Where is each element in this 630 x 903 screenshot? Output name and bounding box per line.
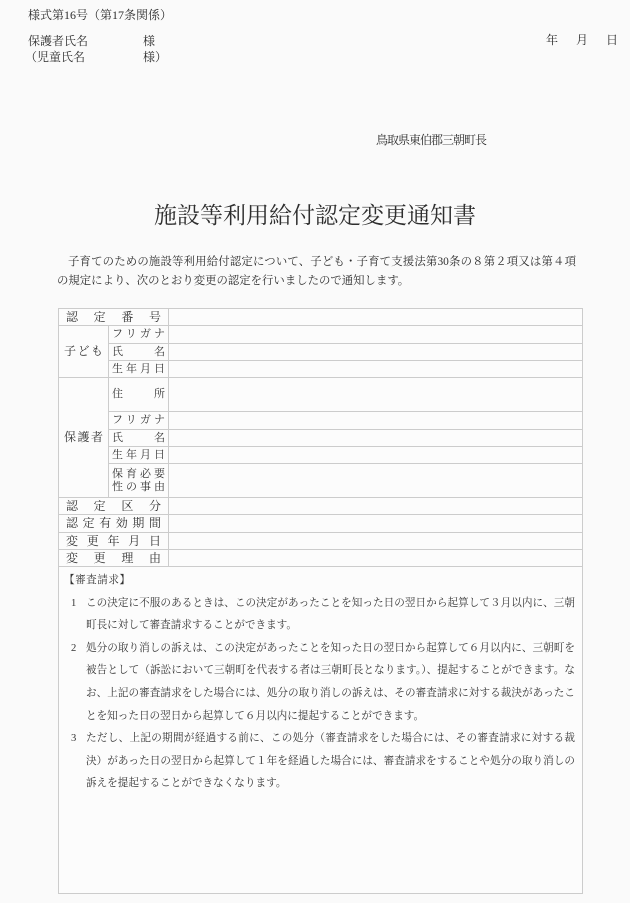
guardian-group-label: 保護者: [59, 378, 109, 498]
review-request-item-3: [64, 728, 575, 796]
table-row: [59, 550, 583, 567]
review-request-box: [59, 567, 583, 894]
child-name-value: [169, 344, 583, 361]
table-row: [59, 378, 583, 412]
guardian-name-field-label: 氏名: [109, 430, 169, 447]
change-date-label: 変更年月日: [59, 533, 169, 550]
change-reason-value: [169, 550, 583, 567]
address-value: [169, 378, 583, 412]
guardian-name-line: [25, 33, 167, 49]
guardian-furigana-value: [169, 412, 583, 430]
table-row: [59, 447, 583, 464]
item-text: この決定に不服のあるときは、この決定があったことを知った日の翌日から起算して３月以内に、三朝町長に対して審査請求することができます。: [86, 597, 576, 632]
item-text: ただし、上記の期間が経過する前に、この処分（審査請求をした場合には、その審査請求に対する裁決）があった日の翌日から起算して１年を経過した場合には、審査請求をすることや処分の取り消しの訴えを提起することができなくなります。: [86, 733, 576, 790]
issuer-name: 鳥取県東伯郡三朝町長: [376, 133, 487, 147]
table-row: [59, 515, 583, 533]
table-row: [59, 412, 583, 430]
table-row: [59, 344, 583, 361]
child-birthdate-value: [169, 361, 583, 378]
guardian-honorific: 様: [143, 34, 156, 48]
child-birthdate-label: 生年月日: [109, 361, 169, 378]
item-number: 3: [71, 733, 77, 745]
table-row: [59, 326, 583, 344]
review-request-item-1: [64, 593, 575, 638]
review-request-row: [59, 567, 583, 894]
table-row: [59, 361, 583, 378]
child-group-label: 子ども: [59, 326, 109, 378]
certification-table: [58, 308, 583, 894]
table-row: [59, 498, 583, 515]
table-row: [59, 464, 583, 498]
table-row: [59, 309, 583, 326]
child-name-line: [25, 49, 167, 65]
guardian-birthdate-label: 生年月日: [109, 447, 169, 464]
intro-paragraph: 子育てのための施設等利用給付認定について、子ども・子育て支援法第30条の８第２項又は第４項の規定により、次のとおり変更の認定を行いましたので通知します。: [57, 256, 576, 287]
item-number: 2: [71, 642, 77, 654]
change-date-value: [169, 533, 583, 550]
item-number: 1: [71, 597, 77, 609]
certification-category-value: [169, 498, 583, 515]
change-reason-label: 変更理由: [59, 550, 169, 567]
guardian-name-value: [169, 430, 583, 447]
care-necessity-value: [169, 464, 583, 498]
date-line: 年 月 日: [545, 33, 621, 47]
review-request-item-2: [64, 638, 575, 728]
addressee-block: [25, 33, 167, 65]
valid-period-label: 認定有効期間: [59, 515, 169, 533]
certification-number-label: 認定番号: [59, 309, 169, 326]
child-furigana-value: [169, 326, 583, 344]
certification-category-label: 認定区分: [59, 498, 169, 515]
table-row: [59, 533, 583, 550]
item-text: 処分の取り消しの訴えは、この決定があったことを知った日の翌日から起算して６月以内に、三朝町を被告として（訴訟において三朝町を代表する者は三朝町長となります。）、提起することができます。なお、上記の審査請求をした場合には、処分の取り消しの訴えは、その審査請求に対する裁決があったことを知った日の翌日から起算して６月以内に提起することができます。: [86, 642, 576, 722]
child-name-label: （児童氏名: [25, 50, 86, 64]
certification-number-value: [169, 309, 583, 326]
document-title: 施設等利用給付認定変更通知書: [154, 203, 476, 228]
table-row: [59, 430, 583, 447]
guardian-name-label: 保護者氏名: [28, 34, 89, 48]
review-request-heading: 【審査請求】: [64, 575, 131, 586]
guardian-furigana-label: フリガナ: [109, 412, 169, 430]
child-name-field-label: 氏名: [109, 344, 169, 361]
address-label: 住所: [109, 378, 169, 412]
valid-period-value: [169, 515, 583, 533]
form-number: 様式第16号（第17条関係）: [28, 8, 173, 22]
guardian-birthdate-value: [169, 447, 583, 464]
child-furigana-label: フリガナ: [109, 326, 169, 344]
care-necessity-label: 保育必要性の事由: [109, 464, 169, 498]
child-honorific: 様）: [143, 50, 168, 64]
